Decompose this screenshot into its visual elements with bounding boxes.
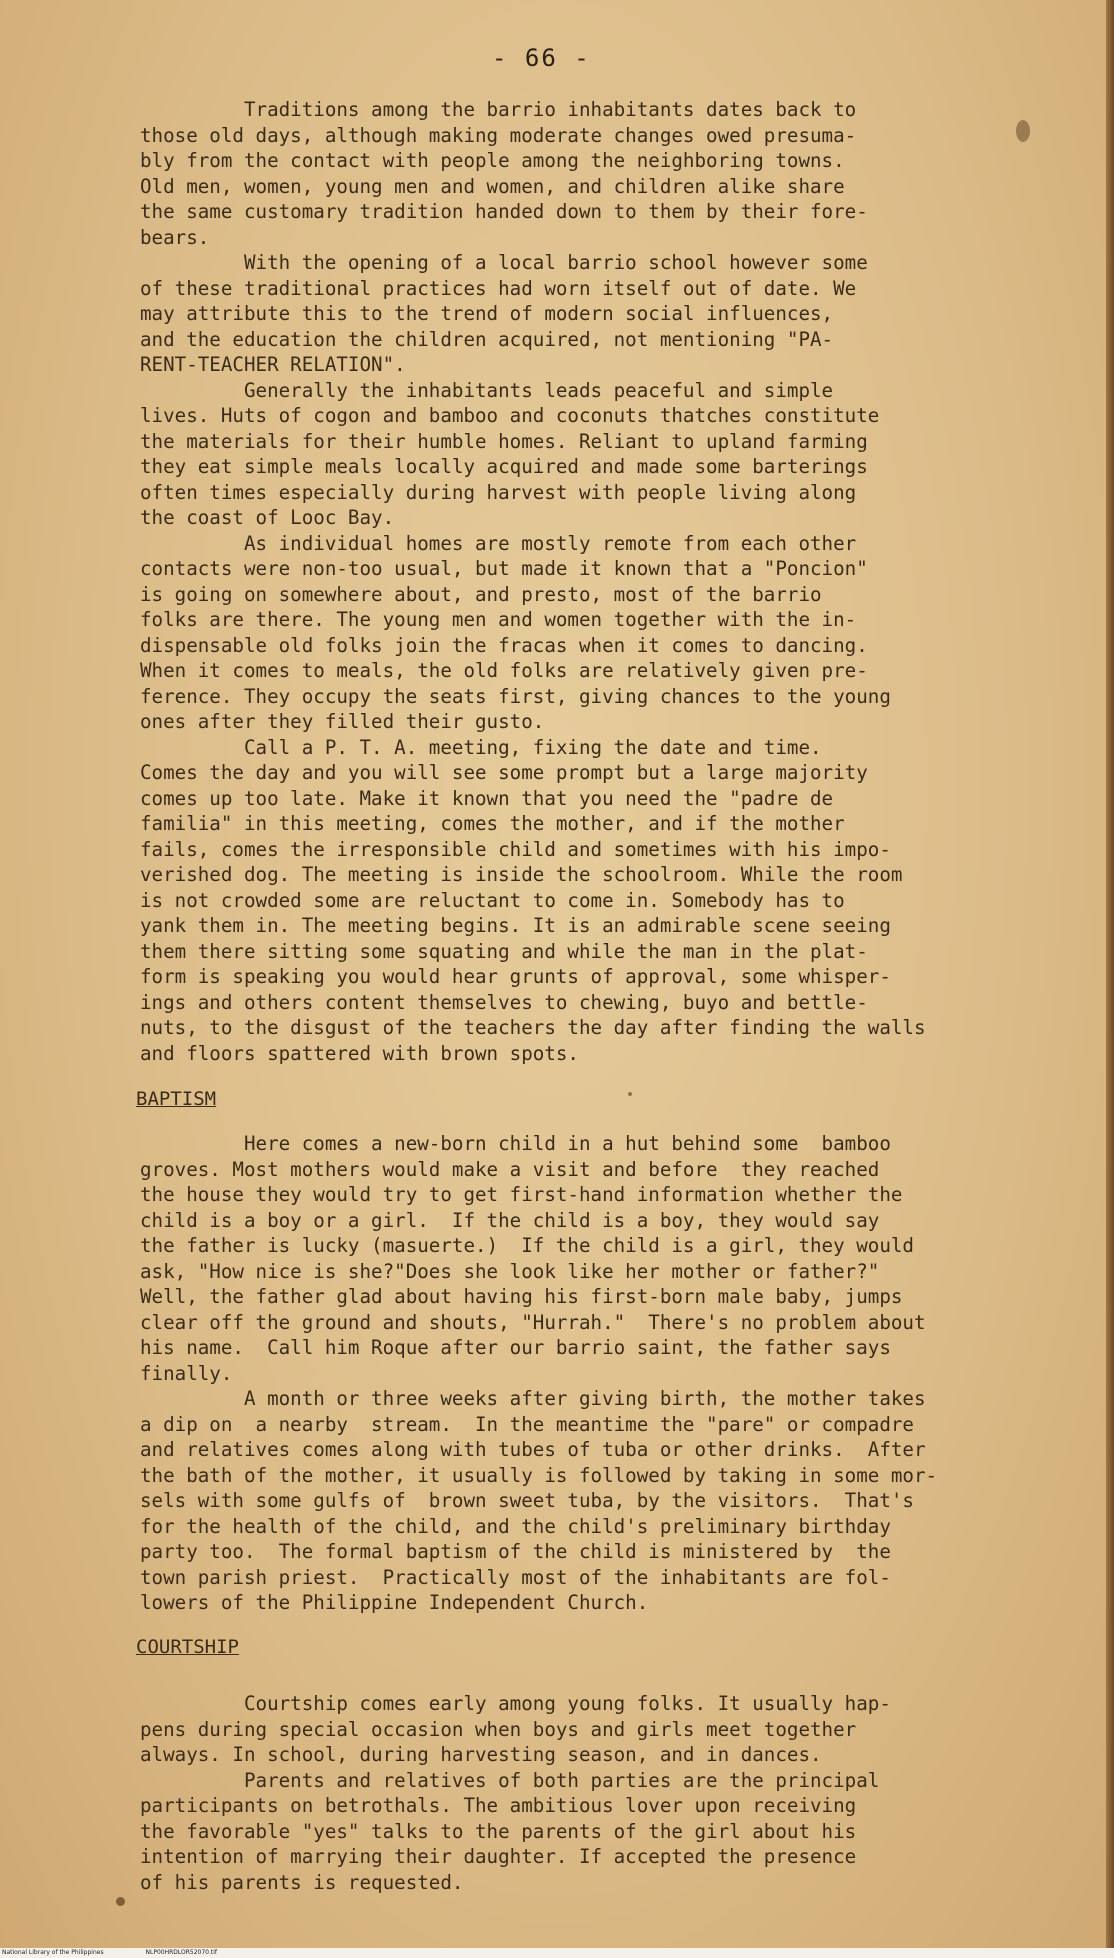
text-line: and relatives comes along with tubes of tuba or other drinks. After xyxy=(140,1438,926,1461)
page-edge xyxy=(1106,0,1114,1950)
text-line: and the education the children acquired, not mentioning "PA- xyxy=(140,327,834,351)
text-line: ings and others content themselves to chewing, buyo and bettle- xyxy=(140,990,868,1014)
text-line: Traditions among the barrio inhabitants dates back to xyxy=(140,98,857,121)
text-line: finally. xyxy=(140,1361,233,1385)
text-line: Old men, women, young men and women, and children alike share xyxy=(140,174,845,198)
text-line: yank them in. The meeting begins. It is an admirable scene seeing xyxy=(140,914,891,937)
text-line: is not crowded some are reluctant to come in. Somebody has to xyxy=(140,888,845,912)
text-line: may attribute this to the trend of modern social influences, xyxy=(140,302,834,325)
text-line: his name. Call him Roque after our barrio saint, the father says xyxy=(140,1336,891,1359)
text-line: nuts, to the disgust of the teachers the day after finding the walls xyxy=(140,1016,926,1039)
text-line: clear off the ground and shouts, "Hurrah." There's no problem about xyxy=(140,1310,926,1334)
text-line: When it comes to meals, the old folks are relatively given pre- xyxy=(140,659,868,682)
text-line: verished dog. The meeting is inside the schoolroom. While the room xyxy=(140,863,903,886)
text-line: is going on somewhere about, and presto, most of the barrio xyxy=(140,582,822,606)
footer-file-id: NLP00HRDLOR52070.tif xyxy=(145,1949,218,1956)
text-line: and floors spattered with brown spots. xyxy=(140,1041,579,1065)
text-line: form is speaking you would hear grunts of approval, some whisper- xyxy=(140,965,891,988)
text-line: Well, the father glad about having his first-born male baby, jumps xyxy=(140,1285,903,1308)
text-line: they eat simple meals locally acquired and made some barterings xyxy=(140,455,868,478)
text-line: ones after they filled their gusto. xyxy=(140,710,545,733)
heading-baptism: BAPTISM xyxy=(136,1088,217,1110)
text-line: always. In school, during harvesting season, and in dances. xyxy=(140,1743,822,1766)
text-line: With the opening of a local barrio school however some xyxy=(140,251,868,274)
text-line: a dip on a nearby stream. In the meantime the "pare" or compadre xyxy=(140,1412,914,1436)
text-line: lives. Huts of cogon and bamboo and coconuts thatches constitute xyxy=(140,404,880,427)
heading-courtship: COURTSHIP xyxy=(136,1636,239,1658)
text-line: dispensable old folks join the fracas when it comes to dancing. xyxy=(140,633,868,657)
text-line: Comes the day and you will see some prompt but a large majority xyxy=(140,761,868,784)
text-line: participants on betrothals. The ambitious lover upon receiving xyxy=(140,1794,857,1817)
text-line: child is a boy or a girl. If the child is a boy, they would say xyxy=(140,1208,880,1232)
text-line: of his parents is requested. xyxy=(140,1870,464,1894)
text-line: sels with some gulfs of brown sweet tuba, by the visitors. That's xyxy=(140,1489,914,1512)
text-line: contacts were non-too usual, but made it known that a "Poncion" xyxy=(140,557,868,580)
text-line: often times especially during harvest with people living along xyxy=(140,480,857,504)
text-line: As individual homes are mostly remote from each other xyxy=(140,531,857,555)
text-line: RENT-TEACHER RELATION". xyxy=(140,353,406,376)
text-line: bly from the contact with people among the neighboring towns. xyxy=(140,149,845,172)
text-line: the same customary tradition handed down to them by their fore- xyxy=(140,200,868,223)
text-line: familia" in this meeting, comes the mother, and if the mother xyxy=(140,812,845,835)
text-line: the favorable "yes" talks to the parents of the girl about his xyxy=(140,1819,857,1843)
text-line: them there sitting some squating and while the man in the plat- xyxy=(140,939,868,963)
text-line: those old days, although making moderate changes owed presuma- xyxy=(140,123,857,147)
text-line: Generally the inhabitants leads peaceful and simple xyxy=(140,378,834,402)
text-line: for the health of the child, and the child's preliminary birthday xyxy=(140,1514,891,1538)
text-line: Here comes a new-born child in a hut behind some bamboo xyxy=(140,1132,891,1155)
ink-dot xyxy=(116,1897,125,1906)
ink-dot xyxy=(628,1092,632,1096)
text-line: bears. xyxy=(140,225,210,249)
text-line: groves. Most mothers would make a visit and before they reached xyxy=(140,1157,880,1181)
footer-library: National Library of the Philippines xyxy=(2,1949,104,1956)
stain-mark xyxy=(1016,120,1030,142)
text-line: ask, "How nice is she?"Does she look like her mother or father?" xyxy=(140,1259,880,1283)
text-line: Courtship comes early among young folks. It usually hap- xyxy=(140,1692,891,1715)
text-line: the house they would try to get first-hand information whether the xyxy=(140,1183,903,1206)
text-line: Call a P. T. A. meeting, fixing the date and time. xyxy=(140,735,822,759)
text-line: the bath of the mother, it usually is followed by taking in some mor- xyxy=(140,1463,938,1487)
text-line: Parents and relatives of both parties are the principal xyxy=(140,1768,880,1792)
text-line: party too. The formal baptism of the child is ministered by the xyxy=(140,1540,891,1563)
body-text-courtship xyxy=(140,1691,1010,1895)
text-line: intention of marrying their daughter. If accepted the presence xyxy=(140,1845,857,1868)
text-line: ference. They occupy the seats first, giving chances to the young xyxy=(140,684,891,708)
body-text-baptism xyxy=(140,1131,1010,1616)
text-line: A month or three weeks after giving birth, the mother takes xyxy=(140,1387,926,1410)
text-line: the coast of Looc Bay. xyxy=(140,506,395,529)
text-line: the father is lucky (masuerte.) If the child is a girl, they would xyxy=(140,1234,914,1257)
text-line: town parish priest. Practically most of the inhabitants are fol- xyxy=(140,1565,891,1589)
body-text-section-1 xyxy=(140,97,1010,1066)
scan-footer xyxy=(0,1948,1114,1958)
text-line: the materials for their humble homes. Reliant to upland farming xyxy=(140,429,868,453)
text-line: fails, comes the irresponsible child and sometimes with his impo- xyxy=(140,837,891,861)
text-line: folks are there. The young men and women together with the in- xyxy=(140,608,857,631)
text-line: pens during special occasion when boys and girls meet together xyxy=(140,1717,857,1741)
page-number: - 66 - xyxy=(492,44,591,72)
text-line: of these traditional practices had worn itself out of date. We xyxy=(140,276,857,300)
text-line: comes up too late. Make it known that you need the "padre de xyxy=(140,786,834,810)
text-line: lowers of the Philippine Independent Church. xyxy=(140,1591,649,1614)
